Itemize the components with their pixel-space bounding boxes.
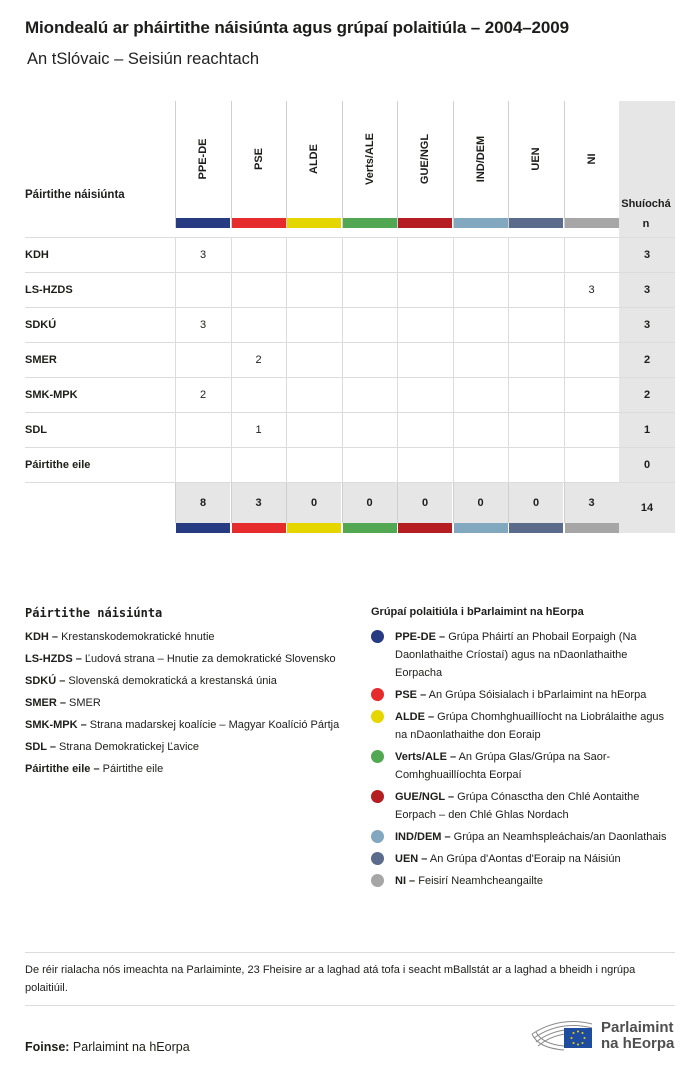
group-code-label: Verts/ALE — [363, 133, 376, 185]
seat-cell — [231, 448, 286, 483]
group-code-label: PPE-DE — [197, 138, 209, 180]
party-legend-item — [25, 672, 345, 690]
seat-cell — [508, 308, 563, 343]
group-full-name: An Grúpa Sóisialach i bParlaimint na hEorpa — [426, 689, 647, 701]
seat-cell — [564, 308, 619, 343]
logo-wordmark — [601, 1020, 674, 1052]
political-groups-legend — [371, 606, 676, 894]
group-code-label: UEN — [530, 147, 542, 171]
page-subtitle: An tSlóvaic – Seisiún reachtach — [27, 50, 260, 68]
seat-cell — [508, 343, 563, 378]
party-abbr: SMK-MPK – — [25, 719, 87, 731]
seat-cell — [342, 273, 397, 308]
seat-cell — [175, 343, 230, 378]
group-column-header — [508, 101, 563, 228]
group-full-name: An Grúpa Glas/Grúpa na Saor-Comhghuaillíochta Eorpaí — [395, 751, 611, 781]
seat-cell — [564, 238, 619, 273]
group-color-dot-icon — [371, 874, 384, 887]
party-legend-item — [25, 760, 345, 778]
group-legend-item — [371, 708, 676, 744]
seat-cell — [397, 308, 452, 343]
party-name: SDKÚ — [25, 319, 57, 331]
party-full-name: Páirtithe eile — [99, 763, 164, 775]
seat-cell: 1 — [231, 413, 286, 448]
grand-total-cell: 14 — [619, 483, 675, 533]
totals-row — [25, 482, 675, 532]
seat-cell — [286, 413, 341, 448]
seat-cell — [453, 413, 508, 448]
party-legend-item — [25, 738, 345, 756]
seat-cell — [286, 238, 341, 273]
party-name: Páirtithe eile — [25, 459, 91, 471]
seat-cell — [508, 273, 563, 308]
group-abbr: PPE-DE – — [395, 631, 446, 643]
group-abbr: Verts/ALE – — [395, 751, 457, 763]
logo-line-1: Parlaimint — [601, 1019, 674, 1036]
group-column-header — [175, 101, 230, 228]
table-row — [25, 377, 675, 412]
row-total-cell: 2 — [619, 378, 675, 413]
seat-cell — [453, 238, 508, 273]
group-color-dot-icon — [371, 830, 384, 843]
seat-cell — [286, 448, 341, 483]
national-parties-heading: Páirtithe náisiúnta — [25, 606, 163, 620]
group-color-dot-icon — [371, 710, 384, 723]
party-abbr: LS-HZDS – — [25, 653, 82, 665]
group-color-dot-icon — [371, 852, 384, 865]
group-full-name: Grúpa Pháirtí an Phobail Eorpaigh (Na Daonlathaithe Críostaí) agus na nDaonlathaithe Eorpacha — [395, 631, 637, 679]
group-abbr: UEN – — [395, 853, 428, 865]
group-total-value: 0 — [310, 497, 318, 509]
group-total-value: 8 — [199, 497, 207, 509]
group-abbr: IND/DEM – — [395, 831, 451, 843]
seat-cell — [175, 273, 230, 308]
group-legend-item — [371, 828, 676, 846]
table-row — [25, 412, 675, 447]
group-total-cell — [342, 483, 397, 523]
seats-column-header — [619, 101, 675, 238]
table-row — [25, 272, 675, 307]
party-name: LS-HZDS — [25, 284, 73, 296]
group-full-name: Grúpa Cónasctha den Chlé Aontaithe Eorpach – den Chlé Ghlas Nordach — [395, 791, 640, 821]
group-code-label: PSE — [252, 147, 265, 171]
group-color-bar — [565, 523, 619, 533]
row-total-cell: 3 — [619, 273, 675, 308]
group-total-value: 3 — [588, 497, 595, 509]
party-name: SMER — [25, 354, 57, 366]
group-color-dot-icon — [371, 750, 384, 763]
group-total-cell — [508, 483, 563, 523]
group-color-bar — [176, 523, 230, 533]
page-title: Miondealú ar pháirtithe náisiúnta agus grúpaí polaitiúla – 2004–2009 — [25, 18, 569, 37]
table-row — [25, 447, 675, 482]
seat-cell: 2 — [231, 343, 286, 378]
seat-cell — [342, 308, 397, 343]
seat-cell — [564, 378, 619, 413]
group-abbr: GUE/NGL – — [395, 791, 455, 803]
group-total-value: 3 — [255, 497, 262, 509]
seat-cell — [175, 448, 230, 483]
seat-cell — [231, 273, 286, 308]
national-parties-legend — [25, 606, 345, 782]
row-total-cell: 3 — [619, 308, 675, 343]
party-full-name: Krestanskodemokratické hnutie — [58, 631, 215, 643]
party-abbr: SDL – — [25, 741, 56, 753]
seat-cell — [508, 413, 563, 448]
seat-cell — [342, 413, 397, 448]
divider — [25, 1005, 675, 1006]
row-total-cell: 2 — [619, 343, 675, 378]
group-color-dot-icon — [371, 630, 384, 643]
row-header-label: Páirtithe náisiúnta — [25, 189, 125, 201]
group-code-label: ALDE — [308, 144, 320, 174]
group-color-bar — [343, 218, 397, 228]
group-total-cell — [564, 483, 619, 523]
group-total-cell — [175, 483, 230, 523]
party-full-name: Strana Demokratickej Ľavice — [55, 741, 200, 753]
party-legend-item — [25, 694, 345, 712]
seat-cell: 2 — [175, 378, 230, 413]
party-legend-item — [25, 650, 345, 668]
group-full-name: An Grúpa d'Aontas d'Eoraip na Náisiún — [427, 853, 621, 865]
group-abbr: NI – — [395, 875, 416, 887]
group-color-bar — [287, 523, 341, 533]
group-color-bar — [232, 218, 286, 228]
group-color-bar — [509, 218, 563, 228]
seat-cell — [397, 448, 452, 483]
seats-header-label: Shuíochán — [621, 198, 671, 230]
party-abbr: SMER – — [25, 697, 66, 709]
group-color-bar — [454, 218, 508, 228]
seat-cell — [397, 343, 452, 378]
row-total-cell: 3 — [619, 238, 675, 273]
seat-cell — [342, 343, 397, 378]
group-column-header — [231, 101, 286, 228]
group-total-cell — [231, 483, 286, 523]
group-code-label: NI — [585, 153, 598, 165]
group-total-value: 0 — [532, 497, 540, 509]
seat-cell — [508, 448, 563, 483]
group-color-bar — [565, 218, 619, 228]
party-full-name: Slovenská demokratická a krestanská únia — [65, 675, 277, 687]
seat-cell: 3 — [175, 238, 230, 273]
rules-note: De réir rialacha nós imeachta na Parlaiminte, 23 Fheisire ar a laghad atá tofa i seacht mBallstát ar a laghad a bheidh i ngrúpa polaitiúil. — [25, 964, 636, 994]
seat-cell — [286, 273, 341, 308]
seat-cell — [508, 378, 563, 413]
seat-cell — [453, 378, 508, 413]
group-color-bar — [343, 523, 397, 533]
seat-cell — [286, 343, 341, 378]
group-code-label: GUE/NGL — [419, 133, 431, 185]
group-column-header — [397, 101, 452, 228]
group-total-cell — [453, 483, 508, 523]
seat-cell — [286, 308, 341, 343]
seat-cell — [342, 448, 397, 483]
seat-cell — [508, 238, 563, 273]
seat-cell — [175, 413, 230, 448]
group-legend-item — [371, 850, 676, 868]
table-row — [25, 307, 675, 342]
seat-cell — [453, 343, 508, 378]
group-abbr: PSE – — [395, 689, 427, 701]
group-full-name: Grúpa Chomhghuaillíocht na Liobrálaithe agus na nDaonlathaithe don Eoraip — [395, 711, 665, 741]
seat-cell — [453, 448, 508, 483]
group-legend-item — [371, 872, 676, 890]
seat-cell — [342, 378, 397, 413]
seat-cell — [231, 308, 286, 343]
group-color-bar — [454, 523, 508, 533]
party-abbr: SDKÚ – — [25, 675, 66, 687]
group-column-header — [342, 101, 397, 228]
seat-cell — [286, 378, 341, 413]
group-color-bar — [287, 218, 341, 228]
row-total-cell: 0 — [619, 448, 675, 483]
group-total-cell — [286, 483, 341, 523]
group-full-name: Feisirí Neamhcheangailte — [415, 875, 543, 887]
party-legend-item — [25, 716, 345, 734]
party-name: SDL — [25, 424, 47, 436]
group-code-label: IND/DEM — [474, 135, 487, 183]
group-abbr: ALDE – — [395, 711, 435, 723]
seat-cell — [564, 448, 619, 483]
political-groups-heading: Grúpaí polaitiúla i bParlaimint na hEorpa — [371, 606, 584, 618]
group-column-header — [453, 101, 508, 228]
party-legend-item — [25, 628, 345, 646]
group-legend-item — [371, 788, 676, 824]
group-full-name: Grúpa an Neamhspleáchais/an Daonlathais — [450, 831, 667, 843]
seat-cell — [397, 378, 452, 413]
group-total-value: 0 — [421, 497, 429, 509]
group-total-cell — [397, 483, 452, 523]
group-color-bar — [509, 523, 563, 533]
table-row — [25, 237, 675, 272]
seat-cell — [231, 378, 286, 413]
seat-cell: 3 — [564, 273, 619, 308]
party-name: KDH — [25, 249, 49, 261]
group-legend-item — [371, 628, 676, 682]
group-column-header — [286, 101, 341, 228]
table-row — [25, 342, 675, 377]
seat-cell — [453, 273, 508, 308]
group-color-bar — [398, 523, 452, 533]
seat-cell — [397, 273, 452, 308]
party-full-name: SMER — [65, 697, 101, 709]
party-name: SMK-MPK — [25, 389, 78, 401]
group-color-dot-icon — [371, 790, 384, 803]
row-total-cell: 1 — [619, 413, 675, 448]
source-label: Foinse: — [25, 1040, 70, 1054]
source-value: Parlaimint na hEorpa — [69, 1040, 190, 1054]
party-full-name: Strana madarskej koalície – Magyar Koalíció Pártja — [86, 719, 340, 731]
seat-cell — [397, 238, 452, 273]
seat-cell — [453, 308, 508, 343]
party-full-name: Ľudová strana – Hnutie za demokratické Slovensko — [81, 653, 336, 665]
seat-cell — [564, 343, 619, 378]
divider — [25, 952, 675, 953]
seat-cell — [564, 413, 619, 448]
group-legend-item — [371, 686, 676, 704]
party-abbr: KDH – — [25, 631, 59, 643]
group-color-bar — [232, 523, 286, 533]
source-line — [25, 1040, 190, 1054]
seat-cell — [397, 413, 452, 448]
group-legend-item — [371, 748, 676, 784]
group-color-bar — [398, 218, 452, 228]
group-total-value: 0 — [366, 497, 373, 509]
seat-cell — [342, 238, 397, 273]
group-color-bar — [176, 218, 230, 228]
group-color-dot-icon — [371, 688, 384, 701]
group-column-header — [564, 101, 619, 228]
seat-cell: 3 — [175, 308, 230, 343]
seat-cell — [231, 238, 286, 273]
logo-line-2: na hEorpa — [601, 1035, 675, 1052]
party-abbr: Páirtithe eile – — [25, 763, 100, 775]
group-total-value: 0 — [477, 497, 484, 509]
